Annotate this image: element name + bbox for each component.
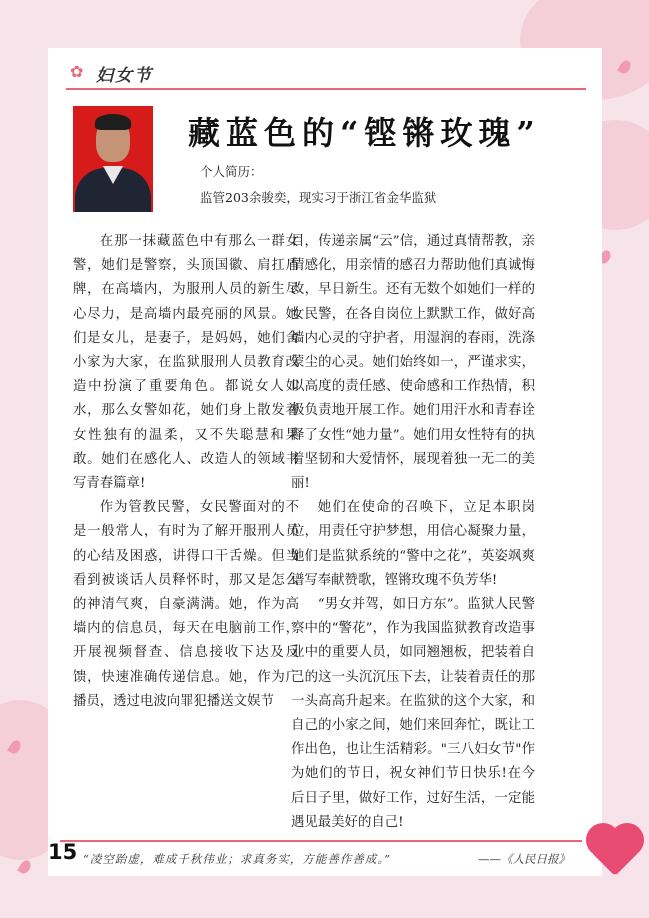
quote-source: ——《人民日报》: [478, 852, 570, 866]
flower-icon: ✿: [70, 62, 84, 81]
footer-divider: [60, 840, 582, 842]
bio-label: 个人简历：: [200, 164, 263, 179]
paragraph: 在那一抹藏蓝色中有那么一群女警，她们是警察，头顶国徽、肩扛盾牌，在高墙内，为服刑人员的新生尽心尽力，是高墙内最亮丽的风景。她们是女儿，是妻子，是妈妈，她们舍小家为大家，在监狱服刑人员教育改造中扮演了重要角色。都说女人如水，那么女警如花，她们身上散发着女性独有的温柔，又不失聪慧和果敢。她们在感化人、改造人的领域书写青春篇章!: [73, 234, 299, 492]
author-photo: [73, 106, 153, 212]
petal-decoration: [17, 858, 33, 875]
page-number: 15: [48, 840, 78, 864]
bio-text: 监管203余骏奕，现实习于浙江省金华监狱: [200, 190, 437, 205]
paragraph: 目，传递亲属“云”信，通过真情帮教，亲情感化，用亲情的感召力帮助他们真诚悔改，早日新生。还有无数个如她们一样的女民警，在各自岗位上默默工作，做好高墙内心灵的守护者，用湿润的春雨，洗涤蒙尘的心灵。她们始终如一，严谨求实，以高度的责任感、使命感和工作热情，积极负责地开展工作。她们用汗水和青春诠释了女性“她力量”。她们用女性特有的执着坚韧和大爱情怀，展现着独一无二的美丽!: [291, 234, 535, 492]
paragraph: “男女并驾，如日方东”。监狱人民警察中的“警花”，作为我国监狱教育改造事业中的重要人员，如同翘翘板，把装着自己的这一头沉沉压下去，让装着责任的那一头高高升起来。在监狱的这个大家，和自己的小家之间，她们来回奔忙，既让工作出色，也让生活精彩。"三八妇女节"作为她们的节日，祝女神们节日快乐!在今后日子里，做好工作，过好生活，一定能遇见最美好的自己!: [291, 597, 535, 830]
paragraph: 她们在使命的召唤下，立足本职岗位，用责任守护梦想，用信心凝聚力量，她们是监狱系统的“警中之花”，英姿飒爽谱写奉献赞歌，铿锵玫瑰不负芳华!: [291, 500, 535, 588]
section-title: 妇女节: [96, 66, 153, 86]
left-column: [73, 230, 299, 714]
footer-quote: “凌空跆虚，难成千秋伟业；求真务实，方能善作善成。”: [83, 852, 392, 866]
paragraph: 作为管教民警，女民警面对的不是一般常人，有时为了解开服刑人员的心结及困惑，讲得口干舌燥。但当看到被谈话人员释怀时，那又是怎么的神清气爽，自豪满满。她，作为高墙内的信息员，每天在电脑前工作，开展视频督查、信息接收下达及反馈，快速准确传递信息。她，作为广播员，透过电波向罪犯播送文娱节: [73, 500, 299, 709]
right-column: [291, 230, 535, 835]
page: [48, 48, 602, 876]
article-title: 藏蓝色的“铿锵玫瑰”: [188, 114, 541, 152]
section-header: [66, 58, 586, 90]
